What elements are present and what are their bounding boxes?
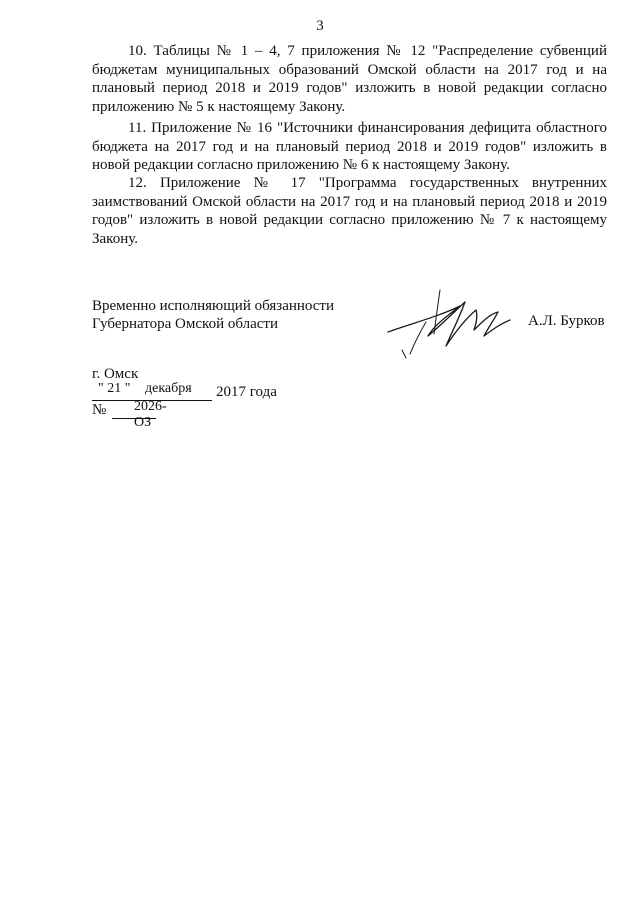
- paragraph-11: 11. Приложение № 16 "Источники финансирования дефицита областного бюджета на 2017 год и на плановый период 2018 и 2019 годов" изложить в новой редакции согласно приложению № 6 к настоящему Закону.: [92, 120, 607, 173]
- position-line-2: Губернатора Омской области: [92, 316, 278, 332]
- place: г. Омск: [92, 366, 139, 382]
- number-sign: №: [92, 402, 107, 418]
- paragraph-10: 10. Таблицы № 1 – 4, 7 приложения № 12 "Распределение субвенций бюджетам муниципальных образований Омской области на 2017 год и на плановый период 2018 и 2019 годов" изложить в новой редакции согласно приложению № 5 к настоящему Закону.: [92, 43, 607, 115]
- page-number: 3: [316, 18, 324, 34]
- date-month: декабря: [145, 381, 192, 396]
- document-number-line: [92, 399, 292, 430]
- handwritten-signature: [380, 284, 530, 364]
- position-line-1: Временно исполняющий обязанности: [92, 298, 335, 314]
- date-year: 2017 года: [216, 384, 277, 400]
- document-number: 2026-ОЗ: [134, 399, 167, 430]
- number-underline: [112, 399, 167, 430]
- date-line: [92, 382, 352, 402]
- date-day: " 21 ": [98, 381, 131, 396]
- paragraph-12: 12. Приложение № 17 "Программа государственных внутренних заимствований Омской области на 2017 год и на плановый период 2018 и 2019 годов" изложить в новой редакции согласно приложению № 7 к настоящему Закону.: [92, 175, 607, 247]
- signer-name: А.Л. Бурков: [528, 313, 605, 329]
- signatory-position: [92, 297, 334, 333]
